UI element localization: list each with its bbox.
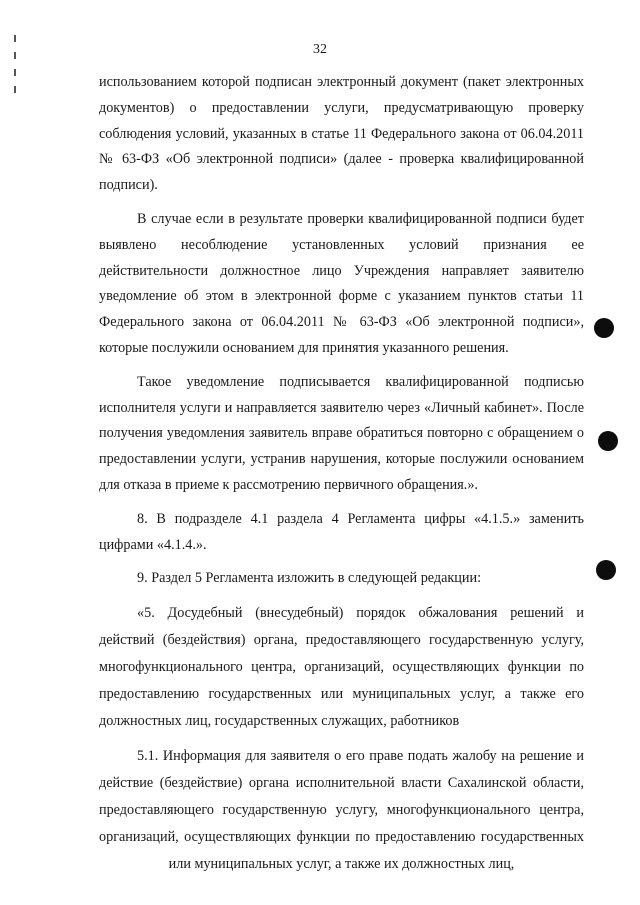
section-5-1-heading: 5.1. Информация для заявителя о его праве подать жалобу на решение и действие (бездействие) органа исполнительной власти Сахалинской области, предоставляющего государственную услугу, многофункционального центра, организаций, осуществляющих функции по предоставлению государственных или муниципальных услуг, а также их должностных лиц, bbox=[99, 748, 584, 873]
paragraph-item-8: 8. В подразделе 4.1 раздела 4 Регламента цифры «4.1.5.» заменить цифрами «4.1.4.». bbox=[99, 510, 584, 553]
section-5-heading: «5. Досудебный (внесудебный) порядок обжалования решений и действий (бездействия) органа, предоставляющего государственную услугу, многофункционального центра, организаций, осуществляющих функции по предоставлению государственных или муниципальных услуг, а также его должностных лиц, государственных служащих, работников bbox=[99, 605, 584, 730]
hole-punch-mark bbox=[594, 318, 614, 338]
paragraph-qualified-signature-check: использованием которой подписан электронный документ (пакет электронных документов) о предоставлении услуги, предусматривающую проверку соблюдения условий, указанных в статье 11 Федерального закона от 06.04.2011 № 63-ФЗ «Об электронной подписи» (далее - проверка квалифицированной подписи). bbox=[99, 74, 584, 194]
paragraph-item-9: 9. Раздел 5 Регламента изложить в следующей редакции: bbox=[137, 570, 482, 587]
paragraph-notification: Такое уведомление подписывается квалифицированной подписью исполнителя услуги и направляется заявителю через «Личный кабинет». После получения уведомления заявитель вправе обратиться повторно с обращением о предоставлении услуги, устранив нарушения, которые послужили основанием для отказа в приеме к рассмотрению первичного обращения.». bbox=[99, 373, 584, 493]
document-body bbox=[99, 70, 584, 886]
hole-punch-mark bbox=[596, 560, 616, 580]
page-number: 32 bbox=[313, 42, 327, 57]
paragraph-signature-failure: В случае если в результате проверки квалифицированной подписи будет выявлено несоблюдение установленных условий признания ее действительности должностное лицо Учреждения направляет заявителю уведомление об этом в электронной форме с указанием пунктов статьи 11 Федерального закона от 06.04.2011 № 63-ФЗ «Об электронной подписи», которые послужили основанием для принятия указанного решения. bbox=[99, 210, 584, 356]
hole-punch-mark bbox=[598, 431, 618, 451]
